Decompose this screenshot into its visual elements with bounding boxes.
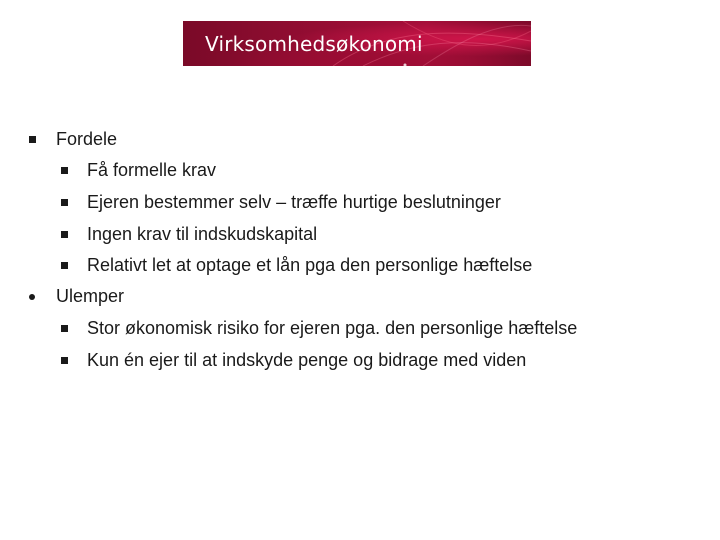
square-bullet-icon <box>58 161 70 177</box>
square-bullet-icon <box>58 319 70 335</box>
list-item-text: Ulemper <box>56 286 125 306</box>
list-item-text: Ingen krav til indskudskapital <box>87 224 318 244</box>
list-item-text: Fordele <box>56 129 118 149</box>
banner-title: Virksomhedsøkonomi <box>205 32 423 56</box>
round-bullet-icon <box>26 287 38 303</box>
square-bullet-icon <box>58 351 70 367</box>
square-bullet-icon <box>58 256 70 272</box>
list-item-text: Kun én ejer til at indskyde penge og bidrage med viden <box>87 350 527 370</box>
square-bullet-icon <box>58 225 70 241</box>
list-item-text: Relativt let at optage et lån pga den personlige hæftelse <box>87 255 533 275</box>
square-bullet-icon <box>26 130 38 146</box>
square-bullet-icon <box>58 193 70 209</box>
list-item-text: Ejeren bestemmer selv – træffe hurtige beslutninger <box>87 192 501 212</box>
list-item-text: Få formelle krav <box>87 160 217 180</box>
list-item-text: Stor økonomisk risiko for ejeren pga. den personlige hæftelse <box>87 318 578 338</box>
